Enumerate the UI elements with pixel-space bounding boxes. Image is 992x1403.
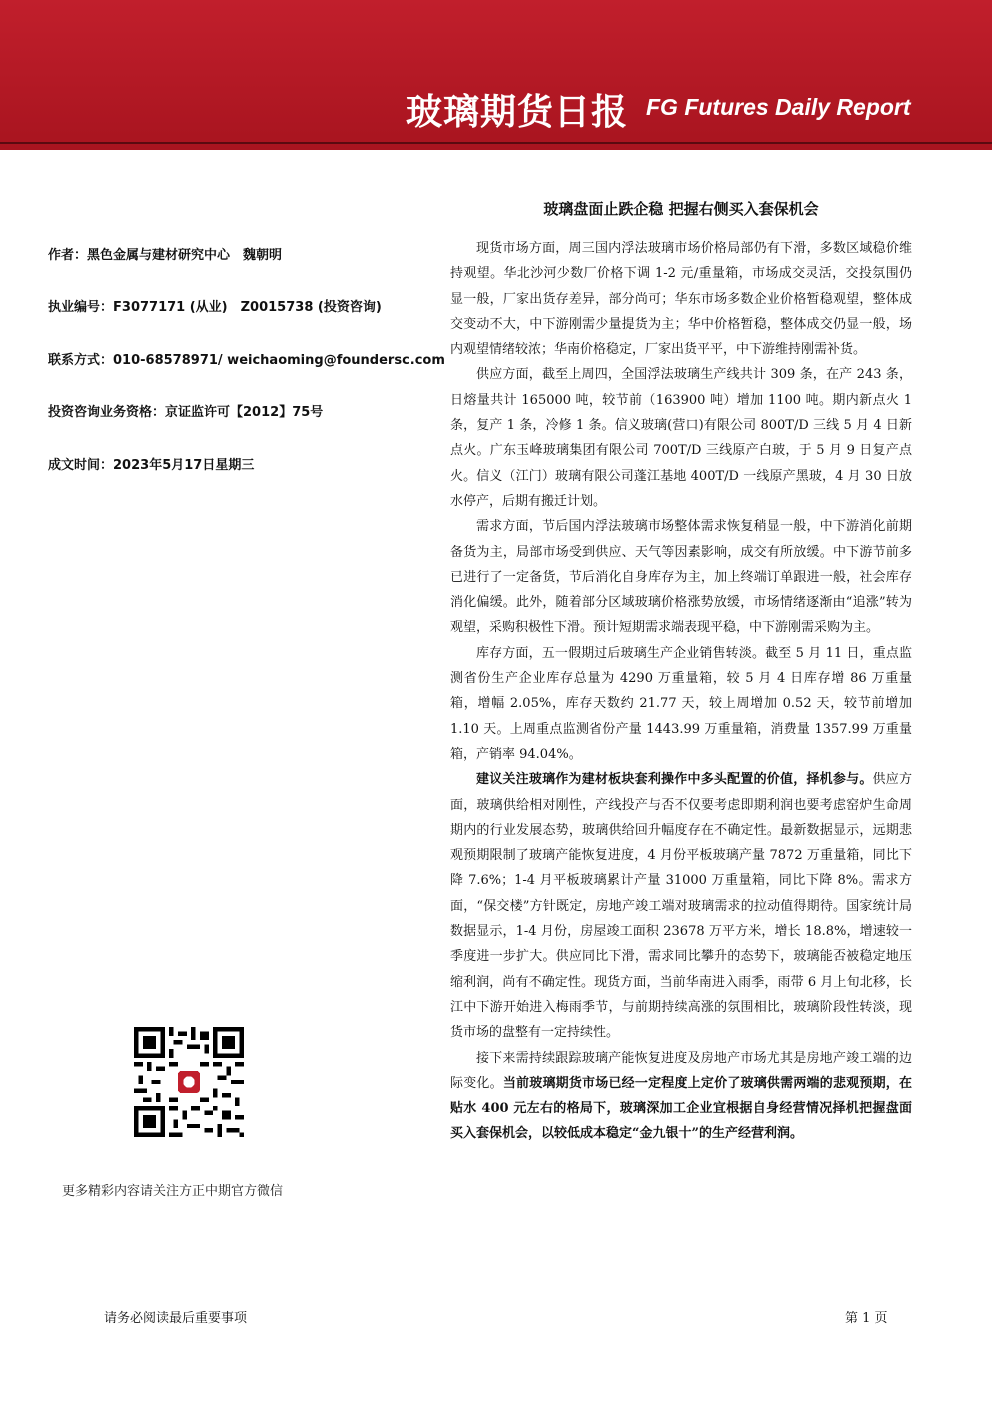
meta-qualification-label: 投资咨询业务资格： <box>48 405 166 420</box>
strategy-detail: 供应方面，玻璃供给相对刚性，产线投产与否不仅要考虑即期利润也要考虑窑炉生命周期内的行业发展态势，玻璃供给回升幅度存在不确定性。最新数据显示，远期悲观预期限制了玻璃产能恢复进度，4 月份平板玻璃产量 7872 万重量箱，同比下降 7.6%；1-4 月平板玻璃累计产量 31000 万重量箱，同比下降 8%。需求方面，“保交楼”方针既定，房地产竣工端对玻璃需求的拉动值得期待。国家统计局数据显示，1-4 月份，房屋竣工面积 23678 万平方米，增长 18.8%，增速较一季度进一步扩大。供应同比下滑，需求同比攀升的态势下，玻璃能否被稳定地压缩利润，尚有不确定性。现货方面，当前华南进入雨季，雨带 6 月上旬北移，长江中下游开始进入梅雨季节，与前期持续高涨的氛围相比，玻璃阶段性转淡，现货市场的盘整有一定持续性。 <box>450 772 912 1041</box>
outlook-detail: 接下来需持续跟踪玻璃产能恢复进度及房地产市场尤其是房地产竣工端的边际变化。 <box>450 1050 912 1091</box>
paragraph-inventory: 库存方面，五一假期过后玻璃生产企业销售转淡。截至 5 月 11 日，重点监测省份生产企业库存总量为 4290 万重量箱，较 5 月 4 日库存增 86 万重量箱，增幅 2.05%，库存天数约 21.77 天，较上周增加 0.52 天，较节前增加 1.10 天。上周重点监测省份产量 1443.99 万重量箱，消费量 1357.99 万重量箱，产销率 94.04%。 <box>450 645 912 762</box>
meta-author <box>48 244 428 263</box>
paragraph-outlook <box>450 1046 912 1147</box>
outlook-highlight: 当前玻璃期货市场已经一定程度上定价了玻璃供需两端的悲观预期，在贴水 400 元左右的格局下，玻璃深加工企业宜根据自身经营情况择机把握盘面买入套保机会，以较低成本稳定“金九银十”的生产经营利润。 <box>450 1075 912 1142</box>
qr-code-icon <box>134 1027 244 1137</box>
meta-date-label: 成文时间： <box>48 458 114 473</box>
meta-contact-label: 联系方式： <box>48 353 114 368</box>
meta-author-label: 作者： <box>48 248 88 263</box>
paragraph-demand: 需求方面，节后国内浮法玻璃市场整体需求恢复稍显一般，中下游消化前期备货为主，局部市场受到供应、天气等因素影响，成交有所放缓。中下游节前多已进行了一定备货，节后消化自身库存为主，加上终端订单跟进一般，社会库存消化偏缓。此外，随着部分区域玻璃价格涨势放缓，市场情绪逐渐由“追涨”转为观望，采购积极性下滑。预计短期需求端表现平稳，中下游刚需采购为主。 <box>450 519 912 636</box>
meta-author-value: 黑色金属与建材研究中心 魏朝明 <box>87 248 283 263</box>
meta-license-label: 执业编号： <box>48 300 114 315</box>
footer-notice: 请务必阅读最后重要事项 <box>104 1311 248 1326</box>
meta-license-value: F3077171 (从业) Z0015738 (投资咨询) <box>113 300 382 315</box>
report-title-en: FG Futures Daily Report <box>646 94 911 120</box>
meta-license <box>48 296 428 315</box>
paragraph-spot-market: 现货市场方面，周三国内浮法玻璃市场价格局部仍有下滑，多数区域稳价维持观望。华北沙河少数厂价格下调 1-2 元/重量箱，市场成交灵活，交投氛围仍显一般，厂家出货存差异，部分尚可；华东市场多数企业价格暂稳观望，整体成交变动不大，中下游刚需少量提货为主；华中价格暂稳，整体成交仍显一般，场内观望情绪较浓；华南价格稳定，厂家出货平平，中下游维持刚需补货。 <box>450 241 912 358</box>
paragraph-strategy <box>450 767 912 1045</box>
meta-contact-value: 010-68578971/ weichaoming@foundersc.com <box>113 353 445 368</box>
article-body <box>450 236 912 1147</box>
meta-qualification-value: 京证监许可【2012】75号 <box>165 405 324 420</box>
meta-date <box>48 454 428 473</box>
paragraph-supply: 供应方面，截至上周四，全国浮法玻璃生产线共计 309 条，在产 243 条，日熔量共计 165000 吨，较节前（163900 吨）增加 1100 吨。期内新点火 1 条，复产 1 条，冷修 1 条。信义玻璃(营口)有限公司 800T/D 三线 5 月 4 日新点火。广东玉峰玻璃集团有限公司 700T/D 三线原产白玻，于 5 月 9 日复产点火。信义（江门）玻璃有限公司蓬江基地 400T/D 一线原产黑玻，4 月 30 日放水停产，后期有搬迁计划。 <box>450 367 912 509</box>
meta-contact <box>48 349 445 368</box>
meta-date-value: 2023年5月17日星期三 <box>113 458 255 473</box>
header-divider <box>0 142 992 144</box>
article-title: 玻璃盘面止跌企稳 把握右侧买入套保机会 <box>543 200 819 218</box>
page-number: 第 1 页 <box>845 1311 888 1326</box>
strategy-highlight: 建议关注玻璃作为建材板块套利操作中多头配置的价值，择机参与。 <box>476 772 873 788</box>
meta-qualification <box>48 401 428 420</box>
report-title-cn: 玻璃期货日报 <box>406 92 629 133</box>
qr-caption: 更多精彩内容请关注方正中期官方微信 <box>62 1184 284 1199</box>
